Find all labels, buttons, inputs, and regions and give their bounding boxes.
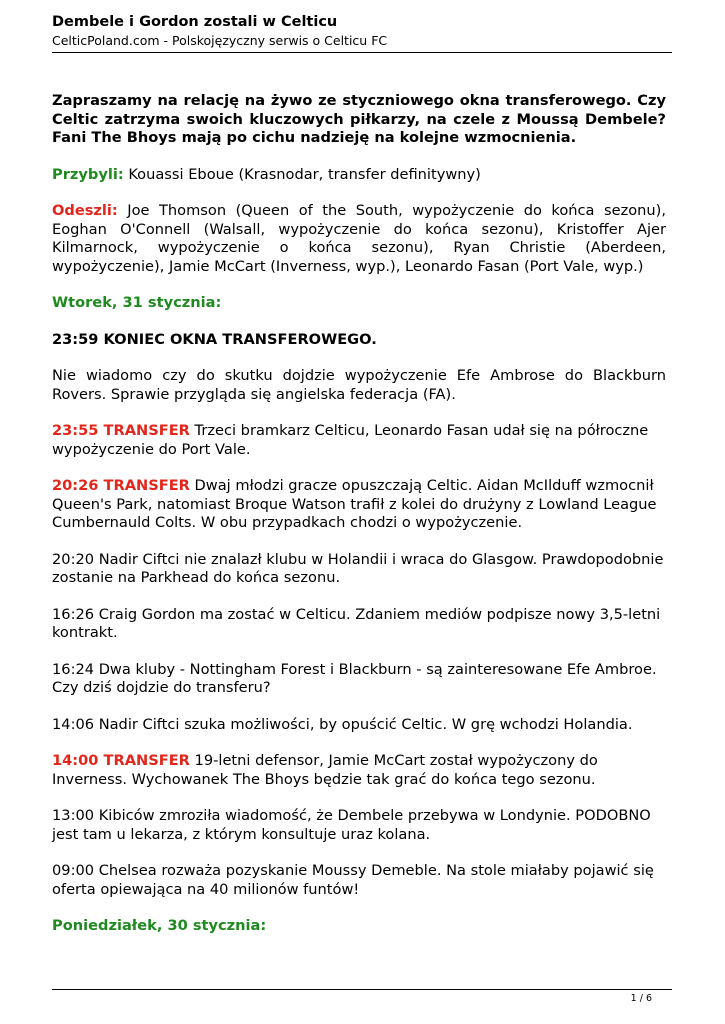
live-entry (52, 807, 666, 844)
live-entry (52, 661, 666, 698)
page-header (52, 13, 672, 49)
day-heading-monday: Poniedziałek, 30 stycznia: (52, 917, 267, 934)
arrived-label: Przybyli: (52, 165, 124, 183)
page-title: Dembele i Gordon zostali w Celticu (52, 14, 338, 30)
entry-text: 16:24 Dwa kluby - Nottingham Forest i Blackburn - są zainteresowane Efe Ambroe. Czy dziś dojdzie do transferu? (52, 660, 657, 696)
live-entry (52, 551, 666, 588)
entry-text: 20:20 Nadir Ciftci nie znalazł klubu w Holandii i wraca do Glasgow. Prawdopodobnie zostanie na Parkhead do końca sezonu. (52, 550, 664, 586)
departed-text: Joe Thomson (Queen of the South, wypożyczenie do końca sezonu), Eoghan O'Connell (Walsall, wypożyczenie do końca sezonu), Kristoffer Ajer Kilmarnock, wypożyczenie o końca sezonu), Ryan Christie (Aberdeen, wypożyczenie), Jamie McCart (Inverness, wyp.), Leonardo Fasan (Port Vale, wyp.) (52, 202, 666, 275)
live-entry (52, 862, 666, 899)
entry-transfer-tag: 23:55 TRANSFER (52, 422, 190, 439)
entry-text: Dwaj młodzi gracze opuszczają Celtic. Aidan McIlduff wzmocnił Queen's Park, natomiast Broque Watson trafił z kolei do drużyny z Lowland League Cumbernauld Colts. W obu przypadkach chodzi o wypożyczenie. (52, 477, 657, 531)
departed-paragraph (52, 202, 666, 276)
page-number: 1 / 6 (630, 993, 652, 1004)
site-subtitle: CelticPoland.com - Polskojęzyczny serwis o Celticu FC (52, 33, 388, 48)
arrived-text: Kouassi Eboue (Krasnodar, transfer definitywny) (123, 165, 481, 183)
entry-text: 16:26 Craig Gordon ma zostać w Celticu. Zdaniem mediów podpisze nowy 3,5-letni kontrakt. (52, 605, 661, 641)
departed-label: Odeszli: (52, 202, 118, 219)
entry-text: 19-letni defensor, Jamie McCart został wypożyczony do Inverness. Wychowanek The Bhoys będzie tak grać do końca tego sezonu. (52, 752, 598, 788)
article-body (52, 92, 666, 954)
live-entry (52, 477, 666, 533)
article-lead: Zapraszamy na relację na żywo ze styczniowego okna transferowego. Czy Celtic zatrzyma swoich kluczowych piłkarzy, na czele z Moussą Dembele? Fani The Bhoys mają po cichu nadzieję na kolejne wzmocnienia. (52, 92, 666, 146)
live-entry (52, 606, 666, 643)
entry-transfer-tag: 20:26 TRANSFER (52, 477, 190, 494)
live-entry (52, 422, 666, 459)
arrived-paragraph (52, 166, 666, 185)
day-heading-tuesday: Wtorek, 31 stycznia: (52, 294, 222, 311)
live-entry (52, 367, 666, 404)
live-entry (52, 716, 666, 735)
entry-text: 09:00 Chelsea rozważa pozyskanie Moussy Demeble. Na stole miałaby pojawić się oferta opiewająca na 40 milionów funtów! (52, 862, 654, 898)
live-entry (52, 752, 666, 789)
header-divider (52, 52, 672, 53)
entry-text: 13:00 Kibiców zmroziła wiadomość, że Dembele przebywa w Londynie. PODOBNO jest tam u lekarza, z którym konsultuje uraz kolana. (52, 807, 651, 843)
entry-text: 14:06 Nadir Ciftci szuka możliwości, by opuścić Celtic. W grę wchodzi Holandia. (52, 715, 633, 733)
footer-divider (52, 989, 672, 990)
entry-text: Nie wiadomo czy do skutku dojdzie wypożyczenie Efe Ambrose do Blackburn Rovers. Sprawie przygląda się angielska federacja (FA). (52, 367, 666, 403)
entry-transfer-tag: 14:00 TRANSFER (52, 752, 190, 769)
entry-text: Trzeci bramkarz Celticu, Leonardo Fasan udał się na półroczne wypożyczenie do Port Vale. (52, 422, 649, 458)
transfer-window-end: 23:59 KONIEC OKNA TRANSFEROWEGO. (52, 330, 377, 348)
